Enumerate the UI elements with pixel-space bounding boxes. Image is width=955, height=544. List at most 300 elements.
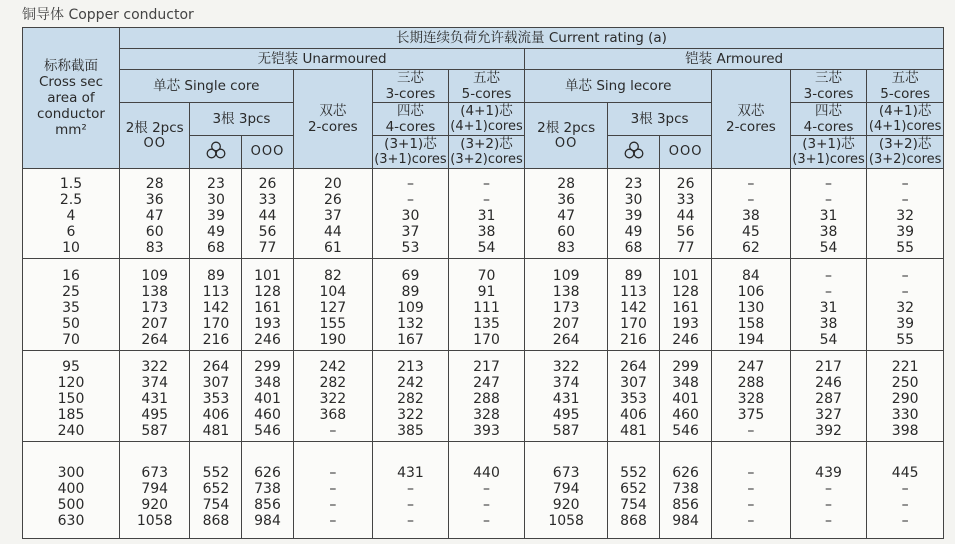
cell-un-2pcs bbox=[119, 259, 189, 351]
cell-value: 264 bbox=[202, 358, 230, 375]
cell-value: 173 bbox=[552, 300, 580, 316]
cell-value: 246 bbox=[254, 332, 281, 348]
cell-un-3pcs-tre bbox=[190, 442, 242, 539]
cell-value: 546 bbox=[672, 422, 699, 439]
cell-value: – bbox=[747, 464, 755, 481]
table-row-group bbox=[23, 169, 944, 259]
cell-value: 481 bbox=[620, 422, 647, 439]
cell-value: 250 bbox=[891, 374, 919, 391]
cell-value: 348 bbox=[672, 374, 699, 391]
cell-value: 401 bbox=[254, 390, 281, 407]
armoured-three-plus-one-header bbox=[790, 136, 867, 169]
cell-un-5core bbox=[448, 259, 525, 351]
two-pcs-label: 2根 2pcs bbox=[537, 119, 596, 136]
cell-value: 246 bbox=[672, 332, 699, 348]
unarmoured-3pcs-header: 3根 3pcs bbox=[190, 103, 293, 136]
cell-section bbox=[23, 351, 120, 442]
page-title: 铜导体 Copper conductor bbox=[22, 7, 194, 23]
cell-ar-3pcs-tre bbox=[608, 442, 660, 539]
cell-value: 25 bbox=[62, 284, 80, 300]
cell-value: 56 bbox=[258, 224, 277, 240]
unarmoured-three-core-header bbox=[373, 70, 449, 103]
cell-value: 673 bbox=[552, 464, 580, 481]
cell-un-3pcs-tre bbox=[190, 169, 242, 259]
four-core-line: 四芯 bbox=[396, 103, 424, 119]
cell-value: 31 bbox=[819, 208, 838, 224]
unarmoured-three-plus-one-header bbox=[373, 136, 449, 169]
cell-value: 794 bbox=[552, 480, 580, 497]
cell-value: 328 bbox=[473, 406, 500, 423]
cell-value: 60 bbox=[145, 224, 164, 240]
cell-ar-2pcs bbox=[525, 259, 608, 351]
cell-value: 44 bbox=[258, 208, 277, 224]
cell-value: 246 bbox=[815, 374, 842, 391]
cell-value: 322 bbox=[397, 406, 424, 423]
unarmoured-title: 无铠装 Unarmoured bbox=[119, 49, 524, 70]
cell-un-3pcs-tre bbox=[190, 351, 242, 442]
cell-ar-5core bbox=[867, 259, 944, 351]
cell-un-3core bbox=[373, 259, 449, 351]
cell-section bbox=[23, 259, 120, 351]
cell-ar-2pcs bbox=[525, 442, 608, 539]
cell-value: 307 bbox=[202, 374, 230, 391]
cell-value: – bbox=[825, 176, 833, 192]
unarmoured-single-core-header: 单芯 Single core bbox=[119, 70, 293, 103]
cell-value: 673 bbox=[141, 464, 169, 481]
table-header bbox=[23, 28, 944, 169]
cell-un-3pcs-tre bbox=[190, 259, 242, 351]
cell-value: – bbox=[483, 480, 490, 497]
cell-value: 56 bbox=[676, 224, 695, 240]
three-plus-two-line: (3+2)cores bbox=[450, 152, 523, 167]
three-plus-one-line: (3+1)芯 bbox=[802, 136, 855, 152]
cell-value: 353 bbox=[202, 390, 230, 407]
cell-un-3core bbox=[373, 169, 449, 259]
cell-value: 128 bbox=[672, 284, 699, 300]
cell-value: 348 bbox=[254, 374, 281, 391]
cell-value: 439 bbox=[815, 464, 842, 481]
cell-value: – bbox=[406, 480, 414, 497]
cell-ar-2core bbox=[712, 169, 791, 259]
cell-value: 375 bbox=[737, 406, 765, 423]
cell-value: 70 bbox=[62, 332, 80, 348]
cell-value: 984 bbox=[254, 512, 281, 529]
cell-value: – bbox=[329, 422, 337, 439]
cell-value: – bbox=[406, 192, 414, 208]
cell-un-2pcs bbox=[119, 442, 189, 539]
cell-value: – bbox=[406, 512, 414, 529]
cell-value: 150 bbox=[57, 390, 85, 407]
cell-value: 30 bbox=[624, 192, 643, 208]
current-rating-table bbox=[22, 27, 944, 539]
cell-value: 216 bbox=[202, 332, 230, 348]
cell-value: 45 bbox=[742, 224, 760, 240]
armoured-four-core-header bbox=[790, 103, 867, 136]
cell-ar-3pcs-flat bbox=[660, 351, 712, 442]
cell-value: – bbox=[747, 496, 755, 513]
cell-value: 32 bbox=[896, 300, 915, 316]
cell-value: 89 bbox=[624, 268, 643, 284]
cell-value: – bbox=[825, 192, 833, 208]
cell-value: 54 bbox=[819, 240, 838, 256]
unarmoured-2pcs-header bbox=[119, 103, 189, 169]
cell-value: 328 bbox=[737, 390, 765, 407]
cell-value: 111 bbox=[473, 300, 500, 316]
table-row-group bbox=[23, 259, 944, 351]
cell-value: – bbox=[747, 480, 755, 497]
cell-value: 83 bbox=[145, 240, 164, 256]
cell-value: 62 bbox=[742, 240, 760, 256]
cell-value: 95 bbox=[62, 358, 80, 375]
cell-value: 161 bbox=[672, 300, 699, 316]
cell-value: 170 bbox=[473, 332, 500, 348]
cell-value: 288 bbox=[737, 374, 765, 391]
cell-un-2core bbox=[293, 442, 373, 539]
cell-value: – bbox=[329, 496, 337, 513]
cell-value: 16 bbox=[62, 268, 80, 284]
cell-value: 630 bbox=[57, 512, 85, 529]
cell-value: 374 bbox=[552, 374, 580, 391]
cell-ar-2pcs bbox=[525, 169, 608, 259]
cell-ar-3core bbox=[790, 442, 867, 539]
cell-ar-3pcs-tre bbox=[608, 259, 660, 351]
five-core-line: 五芯 bbox=[891, 70, 919, 86]
cell-value: 546 bbox=[254, 422, 281, 439]
cell-value: 287 bbox=[815, 390, 842, 407]
cell-value: 31 bbox=[477, 208, 496, 224]
cell-ar-5core bbox=[867, 442, 944, 539]
cell-value: 194 bbox=[737, 332, 765, 348]
cell-value: 101 bbox=[672, 268, 699, 284]
cell-value: 500 bbox=[57, 496, 85, 513]
five-core-line: 五芯 bbox=[473, 70, 500, 86]
cell-un-3core bbox=[373, 351, 449, 442]
cell-un-5core bbox=[448, 351, 525, 442]
cell-un-2core bbox=[293, 351, 373, 442]
cell-value: 138 bbox=[141, 284, 169, 300]
cell-value: 920 bbox=[552, 496, 580, 513]
three-core-line: 3-cores bbox=[803, 86, 854, 102]
cell-value: 216 bbox=[620, 332, 647, 348]
cell-ar-3core bbox=[790, 169, 867, 259]
cell-value: 77 bbox=[258, 240, 277, 256]
cell-value: 113 bbox=[202, 284, 230, 300]
cell-value: – bbox=[825, 284, 833, 300]
cell-value: 217 bbox=[473, 358, 500, 375]
cell-ar-2core bbox=[712, 351, 791, 442]
trefoil-icon bbox=[190, 136, 242, 169]
four-plus-one-line: (4+1)cores bbox=[450, 119, 523, 134]
cell-value: 77 bbox=[676, 240, 695, 256]
cell-value: 68 bbox=[207, 240, 225, 256]
cell-value: 207 bbox=[141, 316, 169, 332]
cell-value: 193 bbox=[672, 316, 699, 332]
cell-value: 30 bbox=[207, 192, 225, 208]
cell-value: 330 bbox=[891, 406, 919, 423]
two-core-line: 2-cores bbox=[307, 119, 358, 135]
cell-value: 322 bbox=[319, 390, 347, 407]
cell-value: 61 bbox=[323, 240, 342, 256]
cell-value: 190 bbox=[319, 332, 347, 348]
cell-value: – bbox=[901, 192, 909, 208]
section-header-cell bbox=[23, 28, 120, 169]
cell-value: 39 bbox=[624, 208, 643, 224]
three-core-line: 三芯 bbox=[396, 70, 424, 86]
cell-value: 158 bbox=[737, 316, 765, 332]
cell-ar-2core bbox=[712, 259, 791, 351]
armoured-two-core-header bbox=[712, 70, 791, 169]
cell-value: 142 bbox=[202, 300, 230, 316]
cell-value: – bbox=[329, 464, 337, 481]
cell-value: 322 bbox=[552, 358, 580, 375]
cell-value: 36 bbox=[557, 192, 576, 208]
two-core-line: 双芯 bbox=[737, 103, 765, 119]
cell-value: – bbox=[825, 480, 833, 497]
section-header-line: mm² bbox=[55, 122, 87, 138]
cell-un-3pcs-flat bbox=[242, 442, 293, 539]
two-core-line: 2-cores bbox=[726, 119, 776, 135]
cell-value: 84 bbox=[742, 268, 760, 284]
cell-value: 37 bbox=[401, 224, 420, 240]
cell-value: – bbox=[747, 176, 755, 192]
section-header-line: Cross sec bbox=[38, 74, 104, 90]
cell-value: 47 bbox=[145, 208, 164, 224]
cell-value: 32 bbox=[896, 208, 915, 224]
cell-value: – bbox=[747, 512, 755, 529]
five-core-line: 5-cores bbox=[461, 86, 512, 102]
armoured-2pcs-header bbox=[525, 103, 608, 169]
cell-un-2core bbox=[293, 169, 373, 259]
cell-value: 6 bbox=[66, 224, 76, 240]
cell-value: 50 bbox=[62, 316, 80, 332]
cell-value: 392 bbox=[815, 422, 842, 439]
four-plus-one-line: (4+1)芯 bbox=[460, 103, 513, 119]
cell-value: 173 bbox=[141, 300, 169, 316]
armoured-single-core-header: 单芯 Sing lecore bbox=[525, 70, 712, 103]
cell-value: 55 bbox=[896, 332, 915, 348]
cell-value: – bbox=[901, 284, 909, 300]
three-plus-one-line: (3+1)芯 bbox=[384, 136, 437, 152]
cell-value: 138 bbox=[552, 284, 580, 300]
cell-ar-3core bbox=[790, 259, 867, 351]
cell-value: – bbox=[483, 192, 490, 208]
cell-un-2core bbox=[293, 259, 373, 351]
table-row-group bbox=[23, 442, 944, 539]
cell-un-3pcs-flat bbox=[242, 169, 293, 259]
cell-value: – bbox=[825, 268, 833, 284]
unarmoured-four-core-header bbox=[373, 103, 449, 136]
cell-value: 400 bbox=[57, 480, 85, 497]
cell-section bbox=[23, 442, 120, 539]
five-core-line: 5-cores bbox=[880, 86, 931, 102]
cell-value: 868 bbox=[620, 512, 647, 529]
cell-value: 495 bbox=[552, 406, 580, 423]
cell-value: 290 bbox=[891, 390, 919, 407]
cell-value: 242 bbox=[319, 358, 347, 375]
cell-un-5core bbox=[448, 169, 525, 259]
cell-un-3core bbox=[373, 442, 449, 539]
cell-value: 738 bbox=[254, 480, 281, 497]
cell-value: 36 bbox=[145, 192, 164, 208]
cell-value: 754 bbox=[202, 496, 230, 513]
cell-value: 20 bbox=[323, 176, 342, 192]
two-circles-icon: OO bbox=[554, 135, 578, 151]
cell-value: 10 bbox=[62, 240, 80, 256]
cell-value: 460 bbox=[672, 406, 699, 423]
section-header-line: area of bbox=[47, 90, 95, 106]
cell-un-3pcs-flat bbox=[242, 259, 293, 351]
cell-ar-3pcs-flat bbox=[660, 442, 712, 539]
cell-value: – bbox=[747, 192, 755, 208]
cell-value: 109 bbox=[397, 300, 424, 316]
cell-value: 30 bbox=[401, 208, 420, 224]
cell-value: – bbox=[483, 496, 490, 513]
cell-value: 35 bbox=[62, 300, 80, 316]
cell-value: 398 bbox=[891, 422, 919, 439]
cell-value: 754 bbox=[620, 496, 647, 513]
cell-value: – bbox=[901, 480, 909, 497]
cell-value: – bbox=[901, 496, 909, 513]
cell-value: 31 bbox=[819, 300, 838, 316]
cell-value: 445 bbox=[891, 464, 919, 481]
cell-un-3pcs-flat bbox=[242, 351, 293, 442]
cell-value: 353 bbox=[620, 390, 647, 407]
cell-value: 47 bbox=[557, 208, 576, 224]
table-row-group bbox=[23, 351, 944, 442]
cell-value: 406 bbox=[620, 406, 647, 423]
cell-value: 431 bbox=[552, 390, 580, 407]
cell-value: – bbox=[483, 512, 490, 529]
cell-ar-3core bbox=[790, 351, 867, 442]
four-plus-one-line: (4+1)芯 bbox=[878, 103, 932, 119]
cell-value: 213 bbox=[397, 358, 424, 375]
unarmoured-four-plus-one-header bbox=[448, 103, 525, 136]
cell-value: 28 bbox=[557, 176, 576, 192]
cell-value: 161 bbox=[254, 300, 281, 316]
cell-value: 440 bbox=[473, 464, 500, 481]
armoured-three-core-header bbox=[790, 70, 867, 103]
cell-value: 28 bbox=[145, 176, 164, 192]
two-core-line: 双芯 bbox=[319, 103, 347, 119]
cell-value: 106 bbox=[737, 284, 765, 300]
cell-value: 26 bbox=[258, 176, 277, 192]
cell-value: 101 bbox=[254, 268, 281, 284]
cell-value: 104 bbox=[319, 284, 347, 300]
cell-value: 170 bbox=[620, 316, 647, 332]
cell-un-5core bbox=[448, 442, 525, 539]
unarmoured-two-core-header bbox=[293, 70, 373, 169]
cell-value: 868 bbox=[202, 512, 230, 529]
cell-value: 652 bbox=[620, 480, 647, 497]
cell-value: 39 bbox=[896, 316, 915, 332]
cell-value: 1058 bbox=[136, 512, 173, 529]
section-header-line: conductor bbox=[37, 106, 105, 122]
three-plus-two-line: (3+2)芯 bbox=[460, 136, 513, 152]
cell-value: 282 bbox=[319, 374, 347, 391]
table-body bbox=[23, 169, 944, 539]
trefoil-icon bbox=[608, 136, 660, 169]
cell-ar-3pcs-tre bbox=[608, 169, 660, 259]
cell-value: – bbox=[406, 176, 414, 192]
cell-value: – bbox=[825, 496, 833, 513]
cell-value: 374 bbox=[141, 374, 169, 391]
cell-value: 856 bbox=[254, 496, 281, 513]
cell-value: 322 bbox=[141, 358, 169, 375]
cell-value: 49 bbox=[624, 224, 643, 240]
cell-ar-3pcs-tre bbox=[608, 351, 660, 442]
cell-un-2pcs bbox=[119, 351, 189, 442]
four-plus-one-line: (4+1)cores bbox=[868, 119, 942, 134]
cell-value: 299 bbox=[672, 358, 699, 375]
cell-value: 431 bbox=[397, 464, 424, 481]
cell-value: 54 bbox=[477, 240, 496, 256]
cell-value: 2.5 bbox=[59, 192, 83, 208]
cell-value: 135 bbox=[473, 316, 500, 332]
cell-value: 44 bbox=[676, 208, 695, 224]
cell-value: 89 bbox=[207, 268, 225, 284]
cell-value: 193 bbox=[254, 316, 281, 332]
cell-value: 33 bbox=[676, 192, 695, 208]
cell-value: 38 bbox=[819, 316, 838, 332]
cell-un-2pcs bbox=[119, 169, 189, 259]
two-circles-icon: OO bbox=[143, 135, 166, 151]
cell-value: 794 bbox=[141, 480, 169, 497]
cell-value: 44 bbox=[323, 224, 342, 240]
cell-value: 132 bbox=[397, 316, 424, 332]
cell-value: 626 bbox=[254, 464, 281, 481]
unarmoured-three-plus-two-header bbox=[448, 136, 525, 169]
cell-value: 307 bbox=[620, 374, 647, 391]
cell-value: 288 bbox=[473, 390, 500, 407]
cell-value: 23 bbox=[624, 176, 643, 192]
cell-value: 587 bbox=[141, 422, 169, 439]
cell-value: – bbox=[406, 496, 414, 513]
armoured-3pcs-header: 3根 3pcs bbox=[608, 103, 712, 136]
cell-value: 264 bbox=[141, 332, 169, 348]
cell-value: 130 bbox=[737, 300, 765, 316]
cell-value: 1.5 bbox=[59, 176, 83, 192]
cell-value: 39 bbox=[896, 224, 915, 240]
cell-value: 127 bbox=[319, 300, 347, 316]
cell-value: 167 bbox=[397, 332, 424, 348]
armoured-four-plus-one-header bbox=[867, 103, 944, 136]
cell-value: 217 bbox=[815, 358, 842, 375]
cell-ar-5core bbox=[867, 169, 944, 259]
cell-value: – bbox=[825, 512, 833, 529]
cell-value: 385 bbox=[397, 422, 424, 439]
cell-value: 401 bbox=[672, 390, 699, 407]
trefoil-icon-svg bbox=[205, 141, 227, 159]
cell-value: 69 bbox=[401, 268, 420, 284]
cell-value: 54 bbox=[819, 332, 838, 348]
cell-value: 240 bbox=[57, 422, 85, 439]
cell-value: 282 bbox=[397, 390, 424, 407]
cell-value: 368 bbox=[319, 406, 347, 423]
cell-value: 207 bbox=[552, 316, 580, 332]
cell-value: 39 bbox=[207, 208, 225, 224]
cell-value: 70 bbox=[477, 268, 496, 284]
trefoil-icon-svg bbox=[623, 141, 645, 159]
cell-value: 142 bbox=[620, 300, 647, 316]
cell-value: 33 bbox=[258, 192, 277, 208]
cell-value: 221 bbox=[891, 358, 919, 375]
four-core-line: 4-cores bbox=[803, 119, 854, 135]
cell-ar-2pcs bbox=[525, 351, 608, 442]
armoured-title: 铠装 Armoured bbox=[525, 49, 944, 70]
cell-value: 552 bbox=[620, 464, 647, 481]
cell-value: 393 bbox=[473, 422, 500, 439]
cell-value: 626 bbox=[672, 464, 699, 481]
